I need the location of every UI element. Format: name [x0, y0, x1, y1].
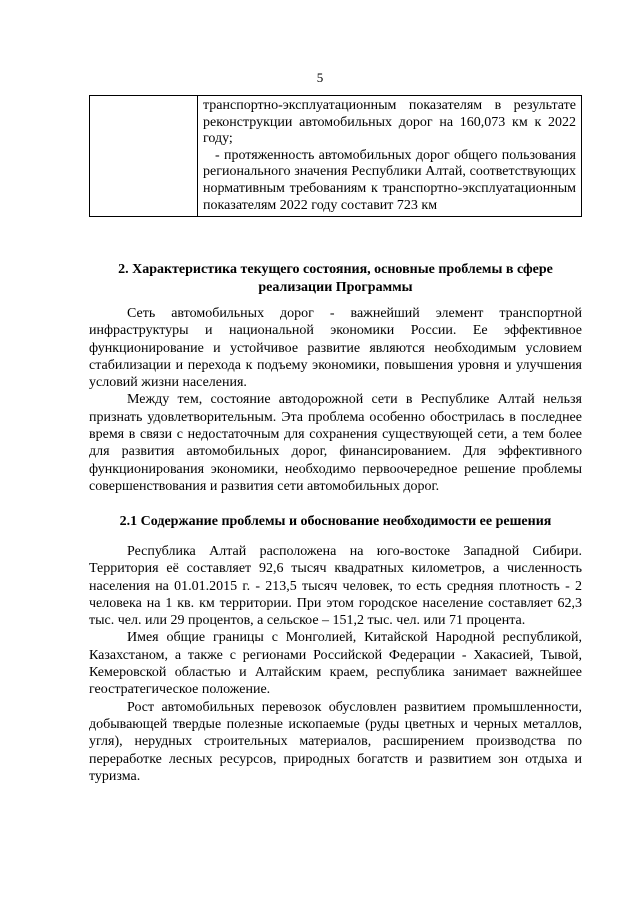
section-2-body [89, 305, 582, 495]
paragraph: Республика Алтай расположена на юго-востоке Западной Сибири. Территория её составляет 92,6 тысяч квадратных километров, а численность населения на 01.01.2015 г. - 213,5 тысяч человек, то есть средняя плотность - 2 человека на 1 кв. км территории. При этом городское население составляет 62,3 тыс. чел. или 29 процентов, а сельское – 151,2 тыс. чел. или 71 процента. [89, 544, 582, 629]
paragraph: Рост автомобильных перевозок обусловлен развитием промышленности, добывающей твердые полезные ископаемые (руды цветных и черных металлов, угля), нерудных строительных материалов, расширением производства по переработке лесных ресурсов, природных богатств и развитием зон отдыха и туризма. [89, 699, 582, 784]
paragraph: Между тем, состояние автодорожной сети в Республике Алтай нельзя признать удовлетворительным. Эта проблема особенно обострилась в последнее время в связи с недостаточным для сохранения существующей сети, а тем более для развития автомобильных дорог, финансированием. Для эффективного функционирования экономики, необходимо первоочередное решение проблемы совершенствования и развития сети автомобильных дорог. [89, 392, 582, 494]
section-2-1-body [89, 543, 582, 785]
table-left-cell [90, 96, 198, 217]
page-number: 5 [316, 70, 324, 85]
section-2-1-heading: 2.1 Содержание проблемы и обоснование необходимости ее решения [119, 514, 552, 529]
continuation-table [89, 95, 582, 217]
paragraph: Имея общие границы с Монголией, Китайской Народной республикой, Казахстаном, а также с регионами Российской Федерации - Хакасией, Тывой, Кемеровской областью и Алтайским краем, республика занимает важнейшее геостратегическое положение. [89, 630, 582, 698]
table-right-cell [198, 96, 582, 217]
table-line: - протяженность автомобильных дорог общего пользования регионального значения Республики Алтай, соответствующих нормативным требованиям к транспортно-эксплуатационным показателям 2022 году составит 723 км [203, 147, 576, 213]
table-line: транспортно-эксплуатационным показателям в результате реконструкции автомобильных дорог на 160,073 км к 2022 году; [203, 98, 576, 147]
paragraph: Сеть автомобильных дорог - важнейший элемент транспортной инфраструктуры и национальной экономики России. Ее эффективное функционирование и устойчивое развитие являются необходимым условием стабилизации и перехода к подъему экономики, повышения уровня и улучшения условий жизни населения. [89, 306, 582, 391]
section-2-heading: 2. Характеристика текущего состояния, основные проблемы в сфере реализации Программы [118, 262, 553, 295]
table-row [90, 96, 582, 217]
